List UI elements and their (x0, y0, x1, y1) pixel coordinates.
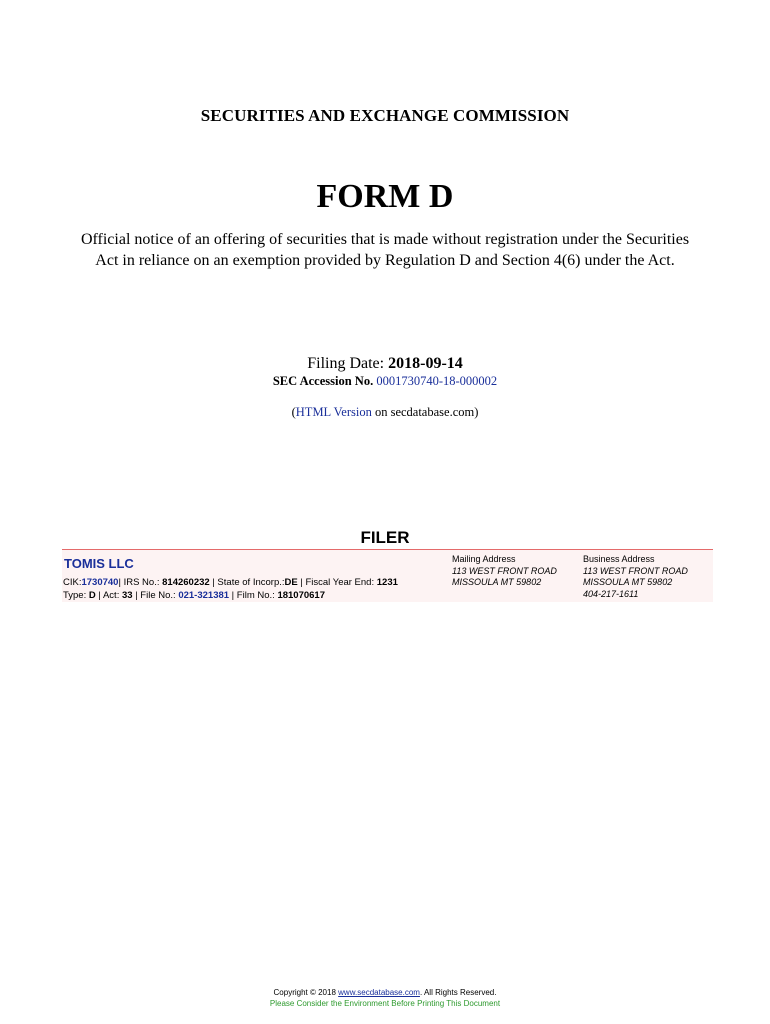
state-value: DE (284, 577, 298, 588)
accession-link[interactable]: 0001730740-18-000002 (376, 374, 498, 388)
footer (0, 988, 770, 1009)
fiscal-year-value: 1231 (376, 577, 398, 588)
copyright-link[interactable]: www.secdatabase.com (338, 988, 420, 997)
business-address-heading: Business Address (583, 554, 655, 564)
accession-label: SEC Accession No. (272, 374, 374, 388)
irs-label: | IRS No.: (118, 577, 163, 588)
business-address (583, 554, 688, 600)
form-title: FORM D (316, 178, 454, 215)
filing-date-label: Filing Date: (307, 355, 385, 372)
accession-number (0, 374, 770, 389)
html-version-link[interactable]: HTML Version (295, 405, 372, 419)
filer-heading: FILER (360, 528, 410, 547)
file-no-label: | File No.: (132, 590, 179, 601)
mailing-address (452, 554, 557, 589)
notice-line-2: Act in reliance on an exemption provided by Regulation D and Section 4(6) under the Act. (95, 252, 675, 269)
mailing-address-line-1: 113 WEST FRONT ROAD (452, 565, 557, 576)
fiscal-year-label: | Fiscal Year End: (297, 577, 377, 588)
environment-note: Please Consider the Environment Before Printing This Document (269, 998, 501, 1008)
act-value: 33 (121, 590, 133, 601)
copyright-post: . All Rights Reserved. (419, 988, 497, 997)
business-phone: 404-217-1611 (583, 588, 639, 599)
html-version (0, 405, 770, 420)
mailing-address-line-2: MISSOULA MT 59802 (452, 577, 542, 587)
commission-title: SECURITIES AND EXCHANGE COMMISSION (200, 106, 570, 125)
filer-meta-line-2 (63, 590, 325, 601)
filing-date (0, 355, 770, 373)
business-address-line-2: MISSOULA MT 59802 (583, 577, 673, 587)
film-no-value: 181070617 (277, 590, 325, 601)
state-label: | State of Incorp.: (209, 577, 285, 588)
file-no-link[interactable]: 021-321381 (178, 590, 230, 601)
filer-meta-line-1 (63, 577, 398, 588)
cik-label: CIK: (63, 577, 82, 588)
irs-value: 814260232 (162, 577, 210, 588)
mailing-address-heading: Mailing Address (452, 554, 516, 564)
film-no-label: | Film No.: (229, 590, 278, 601)
act-label: | Act: (95, 590, 122, 601)
company-name[interactable]: TOMIS LLC (64, 556, 134, 571)
type-label: Type: (63, 590, 89, 601)
notice-line-1: Official notice of an offering of securities that is made without registration under the Securities (80, 231, 690, 248)
copyright-line (0, 988, 770, 999)
filer-box (62, 549, 713, 602)
filing-date-value: 2018-09-14 (388, 355, 463, 372)
copyright-pre: Copyright © 2018 (273, 988, 339, 997)
notice-text (0, 229, 770, 271)
business-address-line-1: 113 WEST FRONT ROAD (583, 565, 688, 576)
cik-link[interactable]: 1730740 (81, 577, 119, 588)
type-value: D (88, 590, 96, 601)
html-version-open: ( (291, 405, 296, 419)
html-version-rest: on secdatabase.com) (371, 405, 479, 419)
